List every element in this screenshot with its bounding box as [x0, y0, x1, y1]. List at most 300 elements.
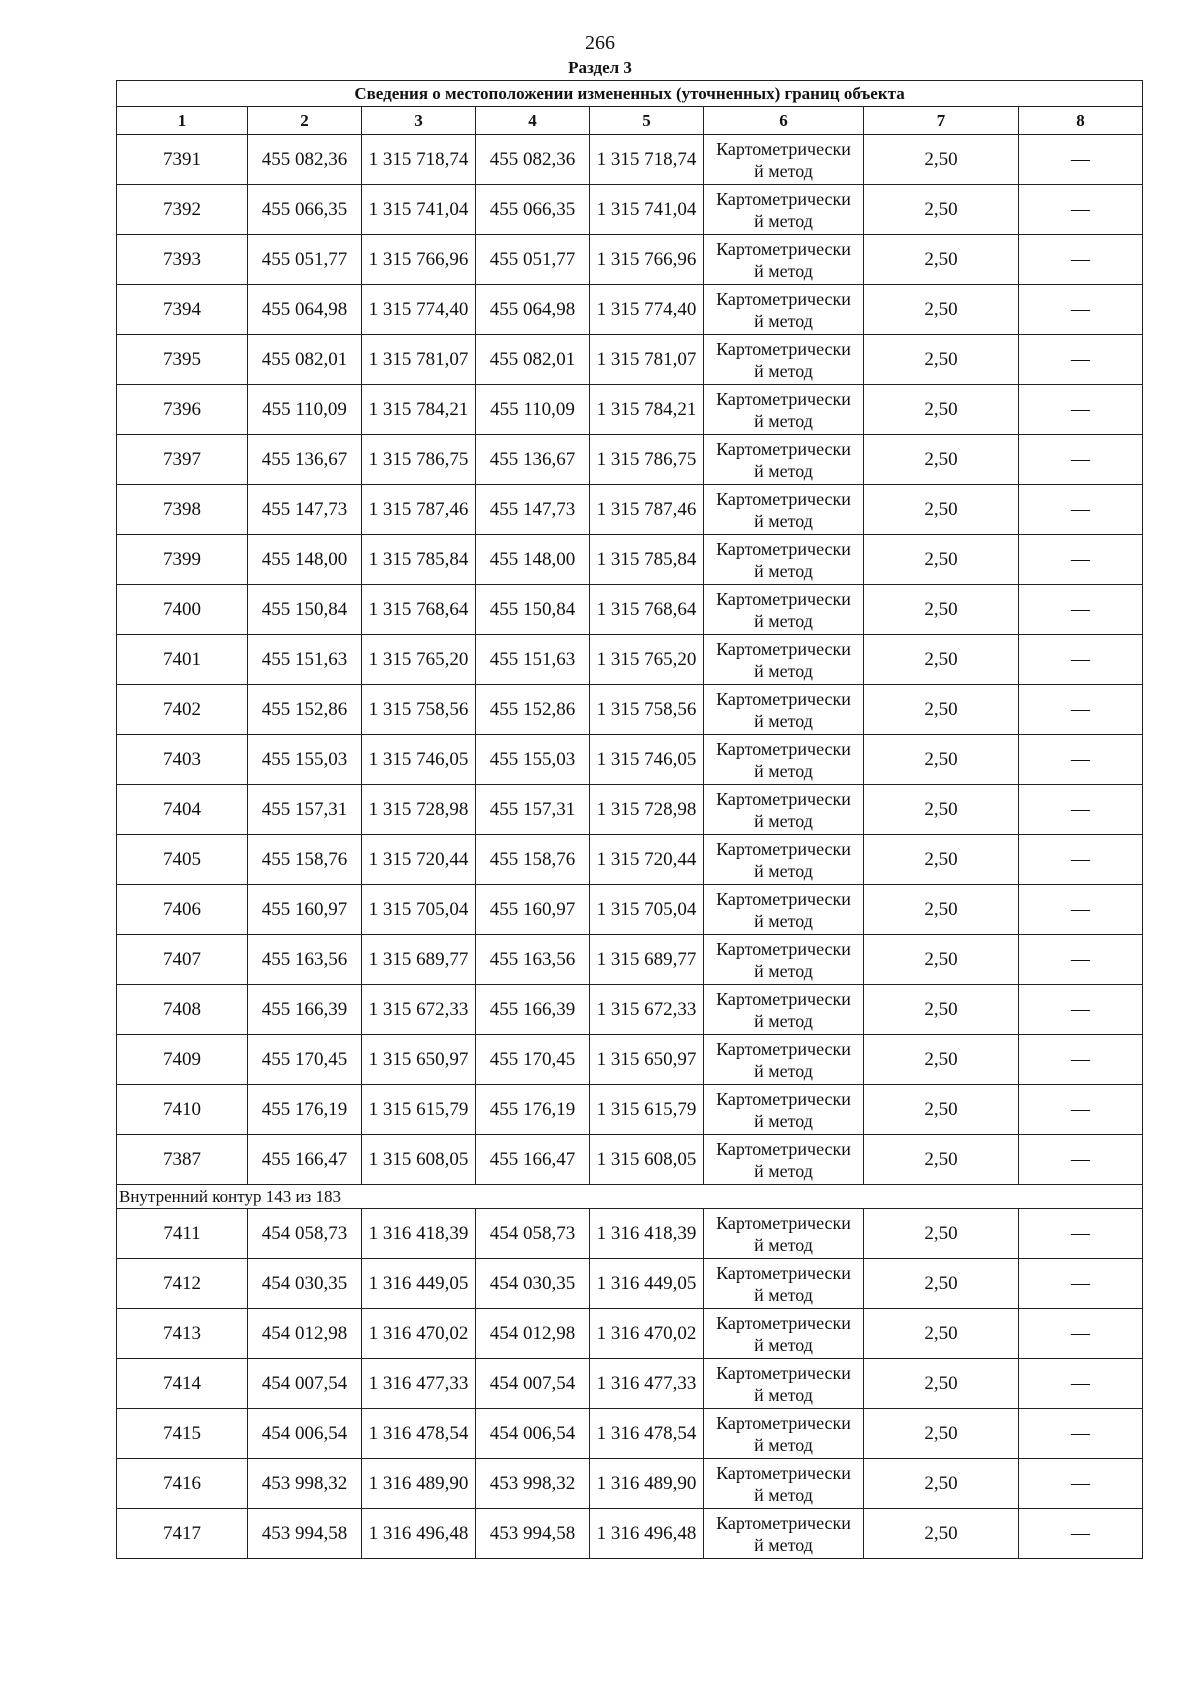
- method-cell: [704, 135, 864, 185]
- x-new-cell: 455 136,67: [476, 435, 590, 485]
- y-old-cell: 1 315 774,40: [362, 285, 476, 335]
- method-line-2: й метод: [754, 810, 813, 831]
- method-line-2: й метод: [754, 410, 813, 431]
- accuracy-cell: 2,50: [864, 185, 1019, 235]
- x-new-cell: 454 012,98: [476, 1309, 590, 1359]
- method-line-1: Картометрически: [716, 638, 851, 659]
- table-row: [117, 885, 1143, 935]
- point-number-cell: 7412: [117, 1259, 248, 1309]
- col8-cell: —: [1019, 185, 1143, 235]
- table-row: [117, 185, 1143, 235]
- method-line-2: й метод: [754, 1010, 813, 1031]
- method-cell: [704, 585, 864, 635]
- accuracy-cell: 2,50: [864, 885, 1019, 935]
- y-old-cell: 1 315 758,56: [362, 685, 476, 735]
- method-line-1: Картометрически: [716, 788, 851, 809]
- x-old-cell: 455 163,56: [248, 935, 362, 985]
- accuracy-cell: 2,50: [864, 685, 1019, 735]
- x-old-cell: 455 166,39: [248, 985, 362, 1035]
- method-line-1: Картометрически: [716, 338, 851, 359]
- method-line-2: й метод: [754, 510, 813, 531]
- column-header: 6: [704, 107, 864, 135]
- table-row: [117, 835, 1143, 885]
- method-cell: [704, 735, 864, 785]
- method-line-2: й метод: [754, 910, 813, 931]
- y-old-cell: 1 315 728,98: [362, 785, 476, 835]
- col8-cell: —: [1019, 135, 1143, 185]
- y-new-cell: 1 315 720,44: [590, 835, 704, 885]
- accuracy-cell: 2,50: [864, 385, 1019, 435]
- x-new-cell: 455 064,98: [476, 285, 590, 335]
- accuracy-cell: 2,50: [864, 285, 1019, 335]
- col8-cell: —: [1019, 535, 1143, 585]
- x-new-cell: 455 148,00: [476, 535, 590, 585]
- method-line-2: й метод: [754, 1284, 813, 1305]
- point-number-cell: 7410: [117, 1085, 248, 1135]
- table-row: [117, 285, 1143, 335]
- x-new-cell: 455 110,09: [476, 385, 590, 435]
- x-old-cell: 455 150,84: [248, 585, 362, 635]
- col8-cell: —: [1019, 635, 1143, 685]
- x-old-cell: 455 176,19: [248, 1085, 362, 1135]
- point-number-cell: 7411: [117, 1209, 248, 1259]
- x-new-cell: 455 150,84: [476, 585, 590, 635]
- col8-cell: —: [1019, 1135, 1143, 1185]
- table-row: [117, 385, 1143, 435]
- accuracy-cell: 2,50: [864, 985, 1019, 1035]
- y-new-cell: 1 315 765,20: [590, 635, 704, 685]
- table-row: [117, 685, 1143, 735]
- point-number-cell: 7395: [117, 335, 248, 385]
- method-cell: [704, 1509, 864, 1559]
- x-new-cell: 454 030,35: [476, 1259, 590, 1309]
- col8-cell: —: [1019, 1085, 1143, 1135]
- method-line-1: Картометрически: [716, 1312, 851, 1333]
- method-line-1: Картометрически: [716, 588, 851, 609]
- y-old-cell: 1 316 489,90: [362, 1459, 476, 1509]
- x-new-cell: 455 082,36: [476, 135, 590, 185]
- method-cell: [704, 635, 864, 685]
- method-cell: [704, 785, 864, 835]
- accuracy-cell: 2,50: [864, 785, 1019, 835]
- table-row: [117, 1509, 1143, 1559]
- method-line-2: й метод: [754, 560, 813, 581]
- col8-cell: —: [1019, 1409, 1143, 1459]
- y-old-cell: 1 315 781,07: [362, 335, 476, 385]
- column-header: 5: [590, 107, 704, 135]
- method-cell: [704, 1309, 864, 1359]
- y-old-cell: 1 316 478,54: [362, 1409, 476, 1459]
- table-row: [117, 1085, 1143, 1135]
- y-new-cell: 1 315 718,74: [590, 135, 704, 185]
- y-new-cell: 1 315 689,77: [590, 935, 704, 985]
- point-number-cell: 7403: [117, 735, 248, 785]
- method-line-2: й метод: [754, 1434, 813, 1455]
- method-cell: [704, 1409, 864, 1459]
- x-old-cell: 455 066,35: [248, 185, 362, 235]
- x-new-cell: 455 082,01: [476, 335, 590, 385]
- y-new-cell: 1 315 672,33: [590, 985, 704, 1035]
- x-new-cell: 454 006,54: [476, 1409, 590, 1459]
- table-row: [117, 1135, 1143, 1185]
- y-new-cell: 1 316 470,02: [590, 1309, 704, 1359]
- method-line-2: й метод: [754, 1234, 813, 1255]
- x-new-cell: 455 155,03: [476, 735, 590, 785]
- x-old-cell: 454 012,98: [248, 1309, 362, 1359]
- col8-cell: —: [1019, 935, 1143, 985]
- x-old-cell: 455 136,67: [248, 435, 362, 485]
- x-new-cell: 455 163,56: [476, 935, 590, 985]
- x-new-cell: 455 066,35: [476, 185, 590, 235]
- x-old-cell: 455 157,31: [248, 785, 362, 835]
- accuracy-cell: 2,50: [864, 535, 1019, 585]
- method-cell: [704, 1259, 864, 1309]
- x-old-cell: 454 058,73: [248, 1209, 362, 1259]
- table-row: [117, 935, 1143, 985]
- x-new-cell: 455 158,76: [476, 835, 590, 885]
- method-line-1: Картометрически: [716, 1138, 851, 1159]
- y-old-cell: 1 316 418,39: [362, 1209, 476, 1259]
- method-line-2: й метод: [754, 360, 813, 381]
- x-old-cell: 453 994,58: [248, 1509, 362, 1559]
- accuracy-cell: 2,50: [864, 1035, 1019, 1085]
- method-line-1: Картометрически: [716, 538, 851, 559]
- point-number-cell: 7415: [117, 1409, 248, 1459]
- point-number-cell: 7409: [117, 1035, 248, 1085]
- method-line-1: Картометрически: [716, 488, 851, 509]
- col8-cell: —: [1019, 735, 1143, 785]
- table-row: [117, 135, 1143, 185]
- contour-label: Внутренний контур 143 из 183: [117, 1185, 1143, 1209]
- col8-cell: —: [1019, 1459, 1143, 1509]
- method-cell: [704, 1459, 864, 1509]
- point-number-cell: 7393: [117, 235, 248, 285]
- x-old-cell: 455 051,77: [248, 235, 362, 285]
- method-line-1: Картометрически: [716, 1262, 851, 1283]
- col8-cell: —: [1019, 1359, 1143, 1409]
- table-row: [117, 735, 1143, 785]
- y-old-cell: 1 315 672,33: [362, 985, 476, 1035]
- method-line-1: Картометрически: [716, 1362, 851, 1383]
- point-number-cell: 7404: [117, 785, 248, 835]
- accuracy-cell: 2,50: [864, 1135, 1019, 1185]
- col8-cell: —: [1019, 835, 1143, 885]
- y-old-cell: 1 315 784,21: [362, 385, 476, 435]
- y-old-cell: 1 316 470,02: [362, 1309, 476, 1359]
- y-old-cell: 1 315 746,05: [362, 735, 476, 785]
- page-number: 266: [585, 32, 615, 54]
- x-old-cell: 455 147,73: [248, 485, 362, 535]
- y-new-cell: 1 316 496,48: [590, 1509, 704, 1559]
- method-cell: [704, 885, 864, 935]
- col8-cell: —: [1019, 1509, 1143, 1559]
- table-row: [117, 1409, 1143, 1459]
- y-new-cell: 1 315 615,79: [590, 1085, 704, 1135]
- column-header: 3: [362, 107, 476, 135]
- table-row: [117, 785, 1143, 835]
- method-line-1: Картометрически: [716, 1462, 851, 1483]
- method-line-2: й метод: [754, 710, 813, 731]
- method-cell: [704, 185, 864, 235]
- x-new-cell: 455 051,77: [476, 235, 590, 285]
- header-row: [117, 107, 1143, 135]
- point-number-cell: 7398: [117, 485, 248, 535]
- point-number-cell: 7394: [117, 285, 248, 335]
- x-old-cell: 455 152,86: [248, 685, 362, 735]
- col8-cell: —: [1019, 335, 1143, 385]
- y-old-cell: 1 316 449,05: [362, 1259, 476, 1309]
- x-new-cell: 454 058,73: [476, 1209, 590, 1259]
- col8-cell: —: [1019, 685, 1143, 735]
- x-old-cell: 455 064,98: [248, 285, 362, 335]
- accuracy-cell: 2,50: [864, 1509, 1019, 1559]
- y-old-cell: 1 316 477,33: [362, 1359, 476, 1409]
- accuracy-cell: 2,50: [864, 485, 1019, 535]
- x-old-cell: 453 998,32: [248, 1459, 362, 1509]
- accuracy-cell: 2,50: [864, 585, 1019, 635]
- col8-cell: —: [1019, 1259, 1143, 1309]
- y-new-cell: 1 315 608,05: [590, 1135, 704, 1185]
- col8-cell: —: [1019, 285, 1143, 335]
- point-number-cell: 7416: [117, 1459, 248, 1509]
- accuracy-cell: 2,50: [864, 1209, 1019, 1259]
- point-number-cell: 7407: [117, 935, 248, 985]
- method-cell: [704, 285, 864, 335]
- method-line-2: й метод: [754, 1160, 813, 1181]
- accuracy-cell: 2,50: [864, 1459, 1019, 1509]
- method-line-2: й метод: [754, 760, 813, 781]
- y-old-cell: 1 315 786,75: [362, 435, 476, 485]
- table-row: [117, 635, 1143, 685]
- x-new-cell: 455 157,31: [476, 785, 590, 835]
- y-old-cell: 1 315 766,96: [362, 235, 476, 285]
- x-old-cell: 455 151,63: [248, 635, 362, 685]
- table-row: [117, 1209, 1143, 1259]
- method-cell: [704, 1359, 864, 1409]
- y-old-cell: 1 315 718,74: [362, 135, 476, 185]
- accuracy-cell: 2,50: [864, 1309, 1019, 1359]
- y-old-cell: 1 315 720,44: [362, 835, 476, 885]
- method-line-2: й метод: [754, 1534, 813, 1555]
- x-new-cell: 455 166,39: [476, 985, 590, 1035]
- method-cell: [704, 435, 864, 485]
- y-old-cell: 1 316 496,48: [362, 1509, 476, 1559]
- table-row: [117, 585, 1143, 635]
- x-new-cell: 455 170,45: [476, 1035, 590, 1085]
- y-old-cell: 1 315 765,20: [362, 635, 476, 685]
- method-line-2: й метод: [754, 260, 813, 281]
- table-row: [117, 335, 1143, 385]
- y-new-cell: 1 315 728,98: [590, 785, 704, 835]
- method-line-1: Картометрически: [716, 388, 851, 409]
- method-line-1: Картометрически: [716, 1212, 851, 1233]
- method-line-2: й метод: [754, 310, 813, 331]
- method-line-1: Картометрически: [716, 738, 851, 759]
- point-number-cell: 7406: [117, 885, 248, 935]
- method-cell: [704, 235, 864, 285]
- method-line-1: Картометрически: [716, 838, 851, 859]
- method-cell: [704, 1209, 864, 1259]
- method-line-1: Картометрически: [716, 1038, 851, 1059]
- method-line-1: Картометрически: [716, 938, 851, 959]
- y-new-cell: 1 315 746,05: [590, 735, 704, 785]
- method-cell: [704, 535, 864, 585]
- table-row: [117, 1309, 1143, 1359]
- accuracy-cell: 2,50: [864, 935, 1019, 985]
- method-cell: [704, 985, 864, 1035]
- point-number-cell: 7401: [117, 635, 248, 685]
- point-number-cell: 7400: [117, 585, 248, 635]
- point-number-cell: 7399: [117, 535, 248, 585]
- table-row: [117, 485, 1143, 535]
- y-new-cell: 1 316 449,05: [590, 1259, 704, 1309]
- x-new-cell: 453 994,58: [476, 1509, 590, 1559]
- point-number-cell: 7414: [117, 1359, 248, 1409]
- x-old-cell: 455 166,47: [248, 1135, 362, 1185]
- table-row: [117, 985, 1143, 1035]
- y-old-cell: 1 315 787,46: [362, 485, 476, 535]
- y-new-cell: 1 315 768,64: [590, 585, 704, 635]
- method-line-2: й метод: [754, 1060, 813, 1081]
- col8-cell: —: [1019, 1035, 1143, 1085]
- point-number-cell: 7417: [117, 1509, 248, 1559]
- table-row: [117, 1359, 1143, 1409]
- method-line-1: Картометрически: [716, 1412, 851, 1433]
- y-old-cell: 1 315 615,79: [362, 1085, 476, 1135]
- col8-cell: —: [1019, 235, 1143, 285]
- y-new-cell: 1 315 758,56: [590, 685, 704, 735]
- method-line-2: й метод: [754, 610, 813, 631]
- x-old-cell: 455 160,97: [248, 885, 362, 935]
- table-caption: Сведения о местоположении измененных (уточненных) границ объекта: [117, 81, 1143, 107]
- point-number-cell: 7408: [117, 985, 248, 1035]
- x-old-cell: 455 110,09: [248, 385, 362, 435]
- method-line-2: й метод: [754, 1334, 813, 1355]
- method-line-1: Картометрически: [716, 688, 851, 709]
- table-row: [117, 1035, 1143, 1085]
- col8-cell: —: [1019, 1309, 1143, 1359]
- accuracy-cell: 2,50: [864, 835, 1019, 885]
- accuracy-cell: 2,50: [864, 735, 1019, 785]
- column-header: 7: [864, 107, 1019, 135]
- col8-cell: —: [1019, 585, 1143, 635]
- x-old-cell: 455 170,45: [248, 1035, 362, 1085]
- x-old-cell: 455 082,36: [248, 135, 362, 185]
- x-old-cell: 455 155,03: [248, 735, 362, 785]
- accuracy-cell: 2,50: [864, 1409, 1019, 1459]
- y-new-cell: 1 316 418,39: [590, 1209, 704, 1259]
- y-old-cell: 1 315 785,84: [362, 535, 476, 585]
- x-old-cell: 455 082,01: [248, 335, 362, 385]
- method-cell: [704, 385, 864, 435]
- contour-row: [117, 1185, 1143, 1209]
- table-row: [117, 235, 1143, 285]
- y-new-cell: 1 315 785,84: [590, 535, 704, 585]
- x-old-cell: 455 158,76: [248, 835, 362, 885]
- method-line-2: й метод: [754, 1484, 813, 1505]
- y-new-cell: 1 315 781,07: [590, 335, 704, 385]
- table-row: [117, 435, 1143, 485]
- method-line-1: Картометрически: [716, 188, 851, 209]
- x-old-cell: 455 148,00: [248, 535, 362, 585]
- method-line-1: Картометрически: [716, 988, 851, 1009]
- accuracy-cell: 2,50: [864, 335, 1019, 385]
- col8-cell: —: [1019, 1209, 1143, 1259]
- method-cell: [704, 935, 864, 985]
- method-line-1: Картометрически: [716, 888, 851, 909]
- method-cell: [704, 1085, 864, 1135]
- y-old-cell: 1 315 741,04: [362, 185, 476, 235]
- point-number-cell: 7391: [117, 135, 248, 185]
- method-cell: [704, 335, 864, 385]
- method-line-2: й метод: [754, 210, 813, 231]
- method-cell: [704, 835, 864, 885]
- coordinates-table: [116, 80, 1143, 1559]
- method-line-1: Картометрически: [716, 1512, 851, 1533]
- method-cell: [704, 1135, 864, 1185]
- x-new-cell: 455 176,19: [476, 1085, 590, 1135]
- column-header: 1: [117, 107, 248, 135]
- point-number-cell: 7396: [117, 385, 248, 435]
- point-number-cell: 7402: [117, 685, 248, 735]
- point-number-cell: 7387: [117, 1135, 248, 1185]
- col8-cell: —: [1019, 385, 1143, 435]
- y-old-cell: 1 315 768,64: [362, 585, 476, 635]
- column-header: 8: [1019, 107, 1143, 135]
- x-new-cell: 455 152,86: [476, 685, 590, 735]
- col8-cell: —: [1019, 885, 1143, 935]
- x-new-cell: 455 166,47: [476, 1135, 590, 1185]
- method-line-2: й метод: [754, 660, 813, 681]
- method-line-2: й метод: [754, 160, 813, 181]
- accuracy-cell: 2,50: [864, 635, 1019, 685]
- y-new-cell: 1 316 489,90: [590, 1459, 704, 1509]
- y-old-cell: 1 315 689,77: [362, 935, 476, 985]
- method-cell: [704, 485, 864, 535]
- col8-cell: —: [1019, 485, 1143, 535]
- x-new-cell: 455 160,97: [476, 885, 590, 935]
- y-old-cell: 1 315 608,05: [362, 1135, 476, 1185]
- y-new-cell: 1 315 705,04: [590, 885, 704, 935]
- table-row: [117, 1259, 1143, 1309]
- accuracy-cell: 2,50: [864, 1259, 1019, 1309]
- y-new-cell: 1 315 787,46: [590, 485, 704, 535]
- y-new-cell: 1 315 774,40: [590, 285, 704, 335]
- y-new-cell: 1 315 650,97: [590, 1035, 704, 1085]
- y-new-cell: 1 315 741,04: [590, 185, 704, 235]
- table-row: [117, 1459, 1143, 1509]
- column-header: 2: [248, 107, 362, 135]
- point-number-cell: 7405: [117, 835, 248, 885]
- y-new-cell: 1 315 766,96: [590, 235, 704, 285]
- accuracy-cell: 2,50: [864, 1085, 1019, 1135]
- accuracy-cell: 2,50: [864, 235, 1019, 285]
- col8-cell: —: [1019, 985, 1143, 1035]
- x-new-cell: 453 998,32: [476, 1459, 590, 1509]
- x-old-cell: 454 007,54: [248, 1359, 362, 1409]
- method-line-2: й метод: [754, 460, 813, 481]
- col8-cell: —: [1019, 435, 1143, 485]
- y-new-cell: 1 315 786,75: [590, 435, 704, 485]
- col8-cell: —: [1019, 785, 1143, 835]
- accuracy-cell: 2,50: [864, 1359, 1019, 1409]
- point-number-cell: 7397: [117, 435, 248, 485]
- x-old-cell: 454 030,35: [248, 1259, 362, 1309]
- accuracy-cell: 2,50: [864, 135, 1019, 185]
- method-line-1: Картометрически: [716, 138, 851, 159]
- method-cell: [704, 685, 864, 735]
- method-line-2: й метод: [754, 860, 813, 881]
